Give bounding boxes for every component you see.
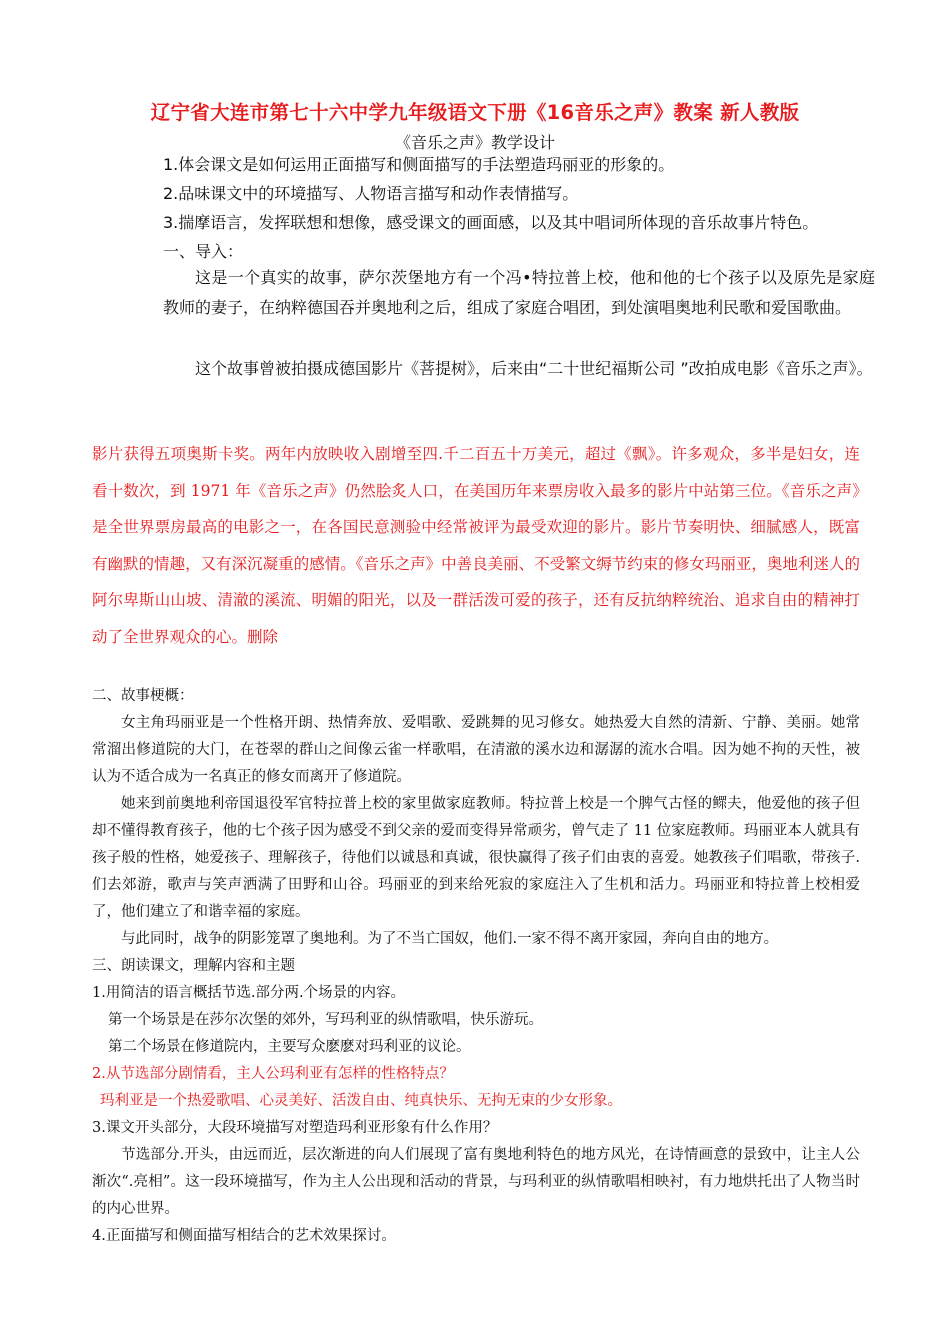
deleted-paragraph: 影片获得五项奥斯卡奖。两年内放映收入剧增至四.千二百五十万美元，超过《飘》。许多观众，多半是妇女，连看十数次，到 1971 年《音乐之声》仍然脍炙人口，在美国历年来票房收入最多的影片中站第三位。《音乐之声》是全世界票房最高的电影之一，在各国民意测验中经常被评为最受欢迎的影片。影片节奏明快、细腻感人，既富有幽默的情趣，又有深沉凝重的感情。《音乐之声》中善良美丽、不受繁文缛节约束的修女玛丽亚，奥地利迷人的阿尔卑斯山山坡、清澈的溪流、明媚的阳光，以及一群活泼可爱的孩子，还有反抗纳粹统治、追求自由的精神打动了全世界观众的心。删除 (92, 445, 860, 646)
section-heading-reading: 三、朗读课文，理解内容和主题 (92, 958, 295, 974)
question-1: 1.用简洁的语言概括节选.部分两.个场景的内容。 (92, 985, 406, 1001)
section-heading-story: 二、故事梗概： (92, 688, 194, 704)
question-4: 4.正面描写和侧面描写相结合的艺术效果探讨。 (92, 1228, 396, 1244)
objective-item: 2.品味课文中的环境描写、人物语言描写和动作表情描写。 (163, 184, 579, 203)
story-paragraph-1: 女主角玛丽亚是一个性格开朗、热情奔放、爱唱歌、爱跳舞的见习修女。她热爱大自然的清新、宁静、美丽。她常常溜出修道院的大门，在苍翠的群山之间像云雀一样歌唱，在清澈的溪水边和潺潺的流水合唱。因为她不拘的天性，被认为不适合成为一名真正的修女而离开了修道院。 (92, 715, 860, 785)
objective-item: 3.揣摩语言，发挥联想和想像，感受课文的画面感，以及其中唱词所体现的音乐故事片特色。 (163, 213, 819, 232)
answer-1-scene-1: 第一个场景是在莎尔次堡的郊外，写玛利亚的纵情歌唱，快乐游玩。 (108, 1012, 543, 1028)
story-paragraph-3: 与此同时，战争的阴影笼罩了奥地利。为了不当亡国奴，他们.一家不得不离开家园，奔向自由的地方。 (121, 931, 779, 947)
story-paragraph-2: 她来到前奥地利帝国退役军官特拉普上校的家里做家庭教师。特拉普上校是一个脾气古怪的鳏夫，他爱他的孩子但却不懂得教育孩子，他的七个孩子因为感受不到父亲的爱而变得异常顽劣，曾气走了 11 位家庭教师。玛丽亚本人就具有孩子般的性格，她爱孩子、理解孩子，待他们以诚恳和真诚，很快赢得了孩子们由衷的喜爱。她教孩子们唱歌，带孩子.们去郊游，歌声与笑声洒满了田野和山谷。玛丽亚的到来给死寂的家庭注入了生机和活力。玛丽亚和特拉普上校相爱了，他们建立了和谐幸福的家庭。 (92, 796, 860, 920)
objective-item: 1.体会课文是如何运用正面描写和侧面描写的手法塑造玛丽亚的形象的。 (163, 155, 675, 174)
question-3: 3.课文开头部分，大段环境描写对塑造玛利亚形象有什么作用？ (92, 1120, 498, 1136)
document-subtitle: 《音乐之声》教学设计 (394, 133, 555, 152)
answer-3: 节选部分.开头，由远而近，层次渐进的向人们展现了富有奥地利特色的地方风光，在诗情画意的景致中，让主人公渐次“.亮相”。这一段环境描写，作为主人公出现和活动的背景，与玛利亚的纵情歌唱相映衬，有力地烘托出了人物当时的内心世界。 (92, 1147, 860, 1217)
answer-1-scene-2: 第二个场景在修道院内，主要写众麽麽对玛利亚的议论。 (108, 1039, 471, 1055)
story-section (92, 683, 860, 1250)
document-title: 辽宁省大连市第七十六中学九年级语文下册《16音乐之声》教案 新人教版 (150, 101, 800, 124)
objectives-list (163, 150, 878, 266)
intro-paragraph-1: 这是一个真实的故事，萨尔茨堡地方有一个冯•特拉普上校，他和他的七个孩子以及原先是家庭教师的妻子，在纳粹德国吞并奥地利之后，组成了家庭合唱团，到处演唱奥地利民歌和爱国歌曲。 (163, 268, 875, 317)
intro-paragraph-2: 这个故事曾被拍摄成德国影片《菩提树》，后来由“二十世纪福斯公司 ”改拍成电影《音乐之声》。 (195, 359, 873, 378)
question-2: 2.从节选部分剧情看，主人公玛利亚有怎样的性格特点？ (92, 1066, 454, 1082)
answer-2: 玛利亚是一个热爱歌唱、心灵美好、活泼自由、纯真快乐、无拘无束的少女形象。 (100, 1093, 622, 1109)
section-heading-intro: 一、导入： (163, 242, 244, 261)
